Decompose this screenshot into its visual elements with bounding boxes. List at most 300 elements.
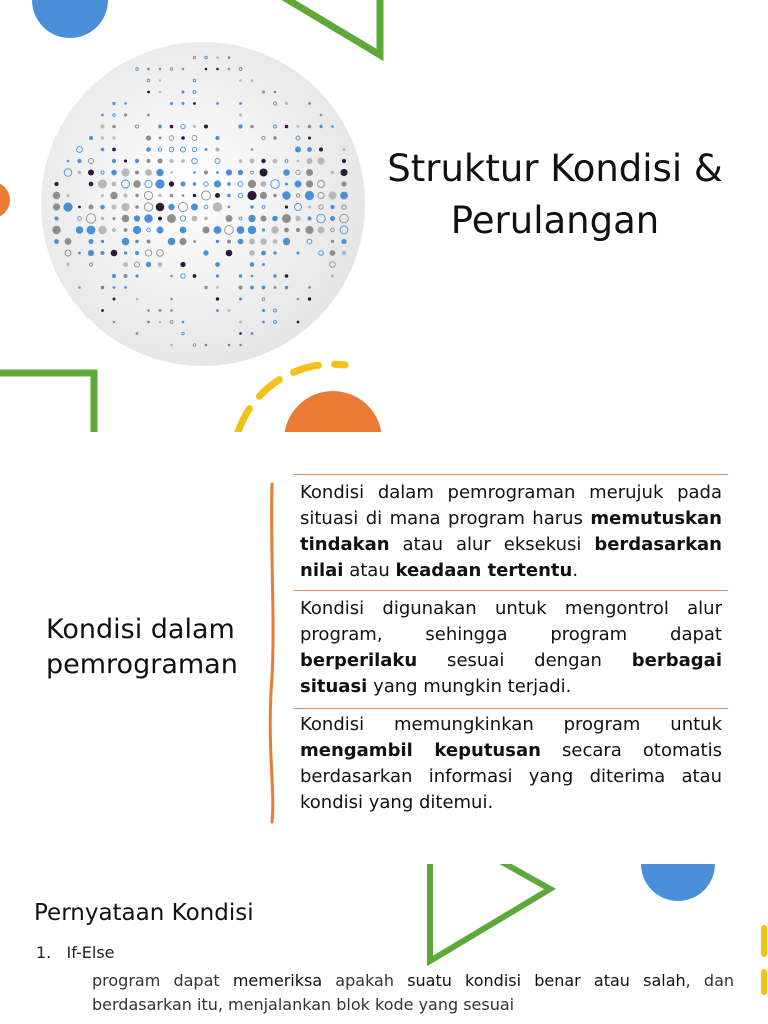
pattern-dot bbox=[216, 56, 219, 59]
pattern-dot bbox=[170, 102, 173, 105]
pattern-dot bbox=[250, 125, 253, 128]
pattern-dot bbox=[193, 274, 197, 278]
pattern-dot bbox=[250, 205, 253, 208]
divider-line bbox=[293, 708, 728, 709]
pattern-dot bbox=[226, 215, 233, 222]
pattern-dot bbox=[260, 169, 268, 177]
pattern-dot bbox=[159, 137, 162, 140]
pattern-dot bbox=[169, 159, 173, 163]
pattern-dot bbox=[216, 309, 219, 312]
pattern-dot bbox=[181, 159, 185, 163]
list-item-number: 1. bbox=[36, 943, 52, 962]
pattern-dot bbox=[101, 251, 105, 255]
pattern-dot bbox=[101, 136, 104, 139]
text-run: atau bbox=[343, 560, 396, 581]
pattern-dot bbox=[239, 332, 242, 335]
pattern-dot bbox=[308, 286, 311, 289]
slide-title bbox=[370, 143, 740, 247]
heading-line-1: Kondisi dalam bbox=[46, 614, 235, 645]
pattern-dot bbox=[237, 226, 245, 234]
pattern-dot bbox=[248, 180, 256, 188]
pattern-dot bbox=[158, 159, 163, 164]
green-corner-shape bbox=[0, 373, 94, 432]
pattern-dot bbox=[273, 159, 278, 164]
pattern-dot bbox=[262, 91, 265, 94]
pattern-dot bbox=[122, 238, 130, 246]
pattern-dot bbox=[78, 206, 81, 209]
pattern-dot bbox=[283, 169, 290, 176]
pattern-dot bbox=[182, 68, 185, 71]
pattern-dot bbox=[101, 217, 104, 220]
pattern-dot bbox=[170, 194, 174, 198]
pattern-dot bbox=[214, 180, 221, 187]
pattern-dot bbox=[113, 286, 116, 289]
pattern-dot bbox=[215, 147, 219, 151]
divider-line bbox=[293, 590, 728, 591]
pattern-dot bbox=[170, 298, 173, 301]
pattern-dot bbox=[193, 102, 196, 105]
pattern-dot bbox=[159, 91, 162, 94]
pattern-dot bbox=[170, 125, 174, 129]
pattern-dot bbox=[285, 183, 288, 186]
pattern-dot bbox=[133, 180, 141, 188]
pattern-dot bbox=[273, 239, 278, 244]
pattern-dot bbox=[54, 182, 58, 186]
paragraph-3 bbox=[300, 712, 722, 816]
pattern-dot bbox=[124, 251, 127, 254]
pattern-dot bbox=[112, 148, 116, 152]
pattern-dot bbox=[204, 170, 208, 174]
pattern-dot bbox=[101, 194, 104, 197]
pattern-dot bbox=[147, 91, 150, 94]
pattern-dot bbox=[193, 194, 196, 197]
text-run: yang mungkin terjadi. bbox=[367, 676, 572, 697]
text-run: Kondisi dalam pemrograman merujuk pada situasi di mana program harus bbox=[300, 482, 722, 529]
pattern-dot bbox=[308, 206, 311, 209]
pattern-dot bbox=[283, 238, 290, 245]
pattern-dot bbox=[306, 169, 313, 176]
bold-run: mengambil keputusan bbox=[300, 740, 541, 761]
pattern-dot bbox=[273, 274, 276, 277]
pattern-dot bbox=[135, 240, 139, 244]
emphasis-run: suatu kondisi benar atau salah bbox=[407, 971, 686, 990]
pattern-dot bbox=[261, 216, 267, 222]
pattern-dot bbox=[285, 274, 289, 278]
pattern-dot bbox=[341, 239, 346, 244]
pattern-dot bbox=[297, 321, 300, 324]
pattern-dot bbox=[295, 216, 300, 221]
pattern-dot bbox=[239, 286, 243, 290]
bold-run: berperilaku bbox=[300, 650, 418, 671]
pattern-dot bbox=[180, 262, 185, 267]
pattern-dot bbox=[121, 168, 129, 176]
pattern-dot bbox=[331, 240, 334, 243]
pattern-dot bbox=[112, 274, 116, 278]
pattern-dot bbox=[248, 215, 255, 222]
pattern-dot bbox=[111, 250, 118, 257]
pattern-dot bbox=[204, 286, 207, 289]
pattern-dot bbox=[134, 215, 140, 221]
paragraph-1 bbox=[300, 480, 722, 584]
pattern-dot bbox=[251, 148, 254, 151]
pattern-dot bbox=[101, 240, 104, 243]
statements-slide bbox=[0, 864, 768, 1024]
pattern-dot bbox=[330, 250, 336, 256]
orange-vertical-divider bbox=[270, 484, 273, 822]
bold-run: memutuskan tindakan bbox=[300, 508, 722, 555]
pattern-dot bbox=[158, 217, 162, 221]
pattern-dot bbox=[52, 226, 60, 234]
pattern-dot bbox=[54, 239, 59, 244]
orange-half-circle-shape bbox=[284, 391, 382, 432]
pattern-dot bbox=[239, 274, 242, 277]
pattern-dot bbox=[205, 344, 208, 347]
pattern-dot bbox=[101, 114, 104, 117]
text-run: secara otomatis berdasarkan informasi yang diterima atau kondisi yang ditemui. bbox=[300, 740, 722, 813]
pattern-dot bbox=[307, 158, 313, 164]
text-run: . bbox=[572, 560, 579, 581]
pattern-dot bbox=[112, 182, 117, 187]
pattern-dot bbox=[307, 147, 312, 152]
pattern-dot bbox=[305, 226, 313, 234]
pattern-dot bbox=[250, 286, 254, 290]
conditions-slide bbox=[0, 432, 768, 864]
pattern-dot bbox=[216, 68, 219, 71]
emphasis-run: memeriksa bbox=[232, 971, 323, 990]
pattern-dot bbox=[147, 321, 150, 324]
list-item-label: If-Else bbox=[66, 943, 115, 962]
pattern-dot bbox=[331, 125, 334, 128]
pattern-dot bbox=[89, 205, 94, 210]
pattern-dot bbox=[101, 309, 104, 312]
pattern-dot bbox=[124, 102, 127, 105]
pattern-dot bbox=[307, 216, 311, 220]
pattern-dot bbox=[170, 309, 173, 312]
pattern-dot bbox=[239, 113, 242, 116]
pattern-dot bbox=[136, 332, 139, 335]
pattern-dot bbox=[78, 171, 82, 175]
pattern-dot bbox=[135, 194, 138, 197]
pattern-dot bbox=[135, 159, 139, 163]
pattern-dot bbox=[112, 159, 116, 163]
pattern-dot bbox=[204, 125, 208, 129]
pattern-dot bbox=[155, 179, 164, 188]
pattern-dot bbox=[112, 102, 115, 105]
pattern-dot bbox=[262, 228, 265, 231]
pattern-dot bbox=[180, 227, 187, 234]
pattern-dot bbox=[226, 169, 232, 175]
pattern-dot bbox=[182, 194, 185, 197]
pattern-dot bbox=[112, 205, 117, 210]
pattern-dot bbox=[101, 286, 104, 289]
pattern-dot bbox=[89, 136, 93, 140]
pattern-dot bbox=[156, 169, 163, 176]
pattern-dot bbox=[147, 240, 151, 244]
pattern-dot bbox=[341, 181, 346, 186]
pattern-dot bbox=[261, 159, 265, 163]
pattern-dot bbox=[308, 102, 311, 105]
pattern-dot bbox=[282, 191, 290, 199]
pattern-dot bbox=[331, 274, 334, 277]
pattern-dot bbox=[272, 216, 278, 222]
pattern-dot bbox=[193, 182, 197, 186]
pattern-dot bbox=[273, 251, 276, 254]
list-item bbox=[36, 942, 115, 964]
pattern-dot bbox=[168, 204, 174, 210]
pattern-dot bbox=[87, 226, 96, 235]
pattern-dot bbox=[193, 240, 196, 243]
pattern-dot bbox=[297, 125, 300, 128]
pattern-dot bbox=[331, 171, 335, 175]
pattern-dot bbox=[215, 193, 220, 198]
pattern-dot bbox=[239, 298, 242, 301]
pattern-dot bbox=[66, 194, 69, 197]
list-item-description bbox=[92, 969, 734, 1017]
pattern-dot bbox=[227, 194, 230, 197]
text-run: Kondisi memungkinkan program untuk bbox=[300, 714, 722, 735]
pattern-dot bbox=[319, 125, 322, 128]
pattern-dot bbox=[251, 332, 254, 335]
pattern-dot bbox=[135, 251, 139, 255]
bold-run: berbagai situasi bbox=[300, 650, 722, 697]
pattern-dot bbox=[285, 286, 288, 289]
title-line-2: Perulangan bbox=[450, 199, 660, 242]
pattern-dot bbox=[112, 136, 115, 139]
pattern-dot bbox=[77, 159, 81, 163]
pattern-dot bbox=[238, 124, 242, 128]
pattern-dot bbox=[262, 321, 265, 324]
pattern-dot bbox=[124, 113, 127, 116]
pattern-dot bbox=[123, 193, 127, 197]
pattern-dot bbox=[228, 309, 231, 312]
pattern-dot bbox=[238, 170, 243, 175]
pattern-dot bbox=[89, 239, 94, 244]
pattern-dot bbox=[274, 91, 277, 94]
pattern-dot bbox=[308, 297, 311, 300]
pattern-dot bbox=[181, 136, 185, 140]
pattern-dot bbox=[205, 68, 208, 71]
pattern-dot bbox=[146, 135, 151, 140]
pattern-dot bbox=[158, 125, 162, 129]
pattern-dot bbox=[78, 252, 81, 255]
pattern-dot bbox=[122, 215, 130, 223]
pattern-dot bbox=[98, 226, 106, 234]
pattern-dot bbox=[249, 239, 255, 245]
pattern-dot bbox=[89, 182, 94, 187]
pattern-dot bbox=[53, 192, 61, 200]
pattern-dot bbox=[284, 228, 289, 233]
pattern-dot bbox=[204, 217, 208, 221]
pattern-dot bbox=[306, 180, 313, 187]
pattern-dot bbox=[135, 205, 139, 209]
pattern-dot bbox=[67, 160, 70, 163]
pattern-dot bbox=[168, 238, 176, 246]
pattern-dot bbox=[296, 228, 300, 232]
pattern-dot bbox=[147, 309, 150, 312]
pattern-dot bbox=[273, 136, 277, 140]
pattern-dot bbox=[274, 286, 277, 289]
pattern-dot bbox=[320, 114, 323, 117]
pattern-dot bbox=[170, 171, 173, 174]
pattern-dot bbox=[157, 227, 164, 234]
pattern-dot bbox=[136, 298, 139, 301]
pattern-dot bbox=[203, 250, 208, 255]
pattern-dot bbox=[226, 250, 233, 257]
pattern-dot bbox=[250, 262, 255, 267]
pattern-dot bbox=[239, 159, 243, 163]
pattern-dot bbox=[156, 203, 165, 212]
pattern-dot bbox=[65, 238, 72, 245]
pattern-dot bbox=[228, 56, 231, 59]
pattern-dot bbox=[308, 125, 312, 129]
divider-line bbox=[293, 474, 728, 475]
pattern-dot bbox=[181, 182, 186, 187]
pattern-dot bbox=[145, 169, 152, 176]
pattern-dot bbox=[158, 262, 163, 267]
pattern-dot bbox=[297, 252, 300, 255]
text-run: sesuai dengan bbox=[417, 650, 632, 671]
pattern-dot bbox=[101, 148, 105, 152]
pattern-dot bbox=[239, 102, 242, 105]
pattern-dot bbox=[88, 170, 94, 176]
text-run: , dan berdasarkan itu, menjalankan blok kode yang sesuai bbox=[92, 971, 735, 1014]
pattern-dot bbox=[205, 148, 208, 151]
pattern-dot bbox=[227, 240, 231, 244]
pattern-dot bbox=[330, 216, 335, 221]
pattern-dot bbox=[308, 137, 311, 140]
pattern-dot bbox=[260, 192, 267, 199]
pattern-dot bbox=[159, 68, 162, 71]
pattern-dot bbox=[216, 286, 219, 289]
orange-semicircle-shape bbox=[0, 182, 10, 218]
pattern-dot bbox=[144, 214, 153, 223]
pattern-dot bbox=[55, 217, 59, 221]
pattern-dot bbox=[285, 102, 288, 105]
pattern-dot bbox=[285, 125, 289, 129]
pattern-dot bbox=[146, 262, 151, 267]
pattern-dot bbox=[342, 148, 345, 151]
pattern-dot bbox=[135, 171, 139, 175]
pattern-dot bbox=[260, 238, 267, 245]
title-slide bbox=[0, 0, 768, 432]
pattern-dot bbox=[238, 239, 244, 245]
pattern-dot bbox=[228, 68, 231, 71]
pattern-dot bbox=[261, 251, 266, 256]
section-heading: Pernyataan Kondisi bbox=[34, 900, 254, 926]
pattern-dot bbox=[273, 194, 277, 198]
pattern-dot bbox=[182, 102, 185, 105]
pattern-dot bbox=[228, 344, 231, 347]
pattern-dot bbox=[297, 298, 300, 301]
bold-run: keadaan tertentu bbox=[395, 560, 573, 581]
pattern-dot bbox=[271, 226, 278, 233]
text-run: Kondisi digunakan untuk mengontrol alur program, sehingga program dapat bbox=[300, 598, 722, 645]
paragraph-2 bbox=[300, 596, 722, 700]
text-run: program dapat bbox=[92, 971, 233, 990]
pattern-dot bbox=[317, 226, 324, 233]
pattern-dot bbox=[158, 194, 161, 197]
pattern-dot bbox=[191, 204, 198, 211]
pattern-dot bbox=[262, 286, 266, 290]
pattern-dot bbox=[167, 214, 176, 223]
pattern-dot bbox=[342, 159, 346, 163]
pattern-dot bbox=[66, 263, 69, 266]
pattern-dot bbox=[63, 202, 72, 211]
pattern-dot bbox=[124, 286, 127, 289]
pattern-dot bbox=[159, 309, 162, 312]
pattern-dot bbox=[182, 91, 185, 94]
pattern-dot bbox=[215, 262, 220, 267]
pattern-dot bbox=[170, 275, 173, 278]
pattern-dot bbox=[239, 344, 242, 347]
pattern-dot bbox=[216, 102, 219, 105]
text-run: atau alur eksekusi bbox=[389, 534, 595, 555]
pattern-dot bbox=[147, 68, 150, 71]
green-triangle-shape bbox=[255, 0, 380, 55]
pattern-dot bbox=[100, 205, 105, 210]
title-line-1: Struktur Kondisi & bbox=[387, 147, 723, 190]
blue-circle-shape bbox=[641, 864, 715, 901]
pattern-dot bbox=[113, 298, 116, 301]
pattern-dot bbox=[53, 203, 60, 210]
pattern-dot bbox=[192, 216, 198, 222]
pattern-dot bbox=[213, 202, 222, 211]
pattern-dot bbox=[203, 227, 210, 234]
pattern-dot bbox=[214, 226, 222, 234]
pattern-dot bbox=[297, 160, 300, 163]
pattern-dot bbox=[250, 159, 255, 164]
pattern-dot bbox=[319, 148, 323, 152]
pattern-dot bbox=[262, 309, 265, 312]
pattern-dot bbox=[124, 159, 127, 162]
pattern-dot bbox=[78, 286, 81, 289]
dotted-circle-backdrop bbox=[41, 42, 365, 366]
pattern-dot bbox=[239, 79, 242, 82]
pattern-dot bbox=[98, 180, 107, 189]
pattern-dot bbox=[215, 136, 219, 140]
pattern-dot bbox=[179, 238, 186, 245]
pattern-dot bbox=[193, 171, 196, 174]
pattern-dot bbox=[135, 274, 138, 277]
pattern-dot bbox=[147, 159, 151, 163]
pattern-dot bbox=[113, 321, 116, 324]
green-triangle-shape bbox=[430, 864, 550, 961]
pattern-dot bbox=[216, 274, 219, 277]
pattern-dot bbox=[239, 321, 242, 324]
pattern-dot bbox=[147, 114, 150, 117]
pattern-dot bbox=[110, 192, 117, 199]
pattern-dot bbox=[159, 79, 162, 82]
pattern-dot bbox=[216, 297, 219, 300]
pattern-dot bbox=[317, 157, 324, 164]
pattern-dot bbox=[193, 125, 196, 128]
pattern-dot bbox=[247, 191, 256, 200]
pattern-dot bbox=[282, 214, 291, 223]
pattern-dot bbox=[76, 226, 83, 233]
pattern-dot bbox=[88, 250, 94, 256]
pattern-dot bbox=[340, 192, 348, 200]
pattern-dot bbox=[340, 169, 347, 176]
pattern-dot bbox=[121, 203, 129, 211]
pattern-dot bbox=[159, 321, 162, 324]
pattern-dot bbox=[216, 171, 219, 174]
pattern-dot bbox=[216, 240, 219, 243]
pattern-dot bbox=[101, 125, 105, 129]
pattern-dot bbox=[251, 79, 254, 82]
pattern-dot bbox=[328, 191, 336, 199]
pattern-dot bbox=[251, 275, 254, 278]
pattern-dot bbox=[124, 228, 128, 232]
